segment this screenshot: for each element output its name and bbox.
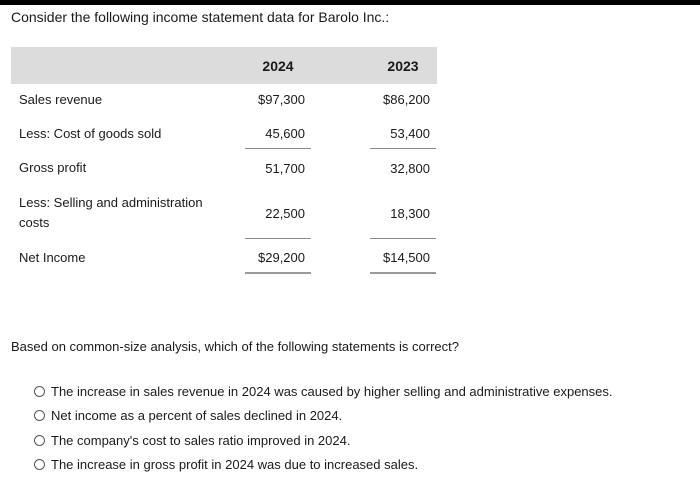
underline-cogs-2024 — [245, 148, 311, 149]
option-label: The increase in gross profit in 2024 was due to increased sales. — [51, 457, 419, 472]
option-label: Net income as a percent of sales declined in 2024. — [51, 408, 343, 423]
answer-option-4[interactable] — [34, 457, 418, 472]
radio-button-icon[interactable] — [34, 459, 45, 470]
row-label-net-income: Net Income — [19, 250, 86, 265]
option-label: The company's cost to sales ratio improved in 2024. — [51, 433, 351, 448]
top-border — [0, 0, 700, 5]
underline-selling-admin-2024 — [245, 238, 311, 239]
answer-option-2[interactable] — [34, 408, 342, 423]
cell-net-income-2024: $29,200 — [258, 250, 305, 265]
double-underline-net-income-2024 — [245, 272, 311, 274]
row-label-sales-revenue: Sales revenue — [19, 92, 103, 107]
cell-selling-admin-2024: 22,500 — [265, 206, 305, 221]
answer-option-3[interactable] — [34, 433, 350, 448]
cell-net-income-2023: $14,500 — [383, 250, 430, 265]
option-label: The increase in sales revenue in 2024 was caused by higher selling and administrative expenses. — [51, 384, 613, 399]
answer-option-1[interactable] — [34, 384, 613, 399]
cell-cogs-2024: 45,600 — [265, 126, 305, 141]
question-text: Based on common-size analysis, which of the following statements is correct? — [11, 339, 459, 354]
intro-text: Consider the following income statement data for Barolo Inc.: — [11, 9, 390, 25]
radio-button-icon[interactable] — [34, 410, 45, 421]
row-label-cogs: Less: Cost of goods sold — [19, 126, 162, 141]
cell-selling-admin-2023: 18,300 — [390, 206, 430, 221]
row-label-selling-admin: Less: Selling and administration costs — [19, 195, 203, 230]
double-underline-net-income-2023 — [370, 272, 436, 274]
cell-gross-profit-2024: 51,700 — [265, 161, 305, 176]
cell-gross-profit-2023: 32,800 — [390, 161, 430, 176]
cell-sales-revenue-2023: $86,200 — [383, 92, 430, 107]
radio-button-icon[interactable] — [34, 435, 45, 446]
underline-selling-admin-2023 — [370, 238, 436, 239]
cell-cogs-2023: 53,400 — [390, 126, 430, 141]
radio-button-icon[interactable] — [34, 386, 45, 397]
row-label-gross-profit: Gross profit — [19, 160, 87, 175]
column-header-2024: 2024 — [262, 58, 294, 74]
cell-sales-revenue-2024: $97,300 — [258, 92, 305, 107]
underline-cogs-2023 — [370, 148, 436, 149]
column-header-2023: 2023 — [387, 58, 419, 74]
